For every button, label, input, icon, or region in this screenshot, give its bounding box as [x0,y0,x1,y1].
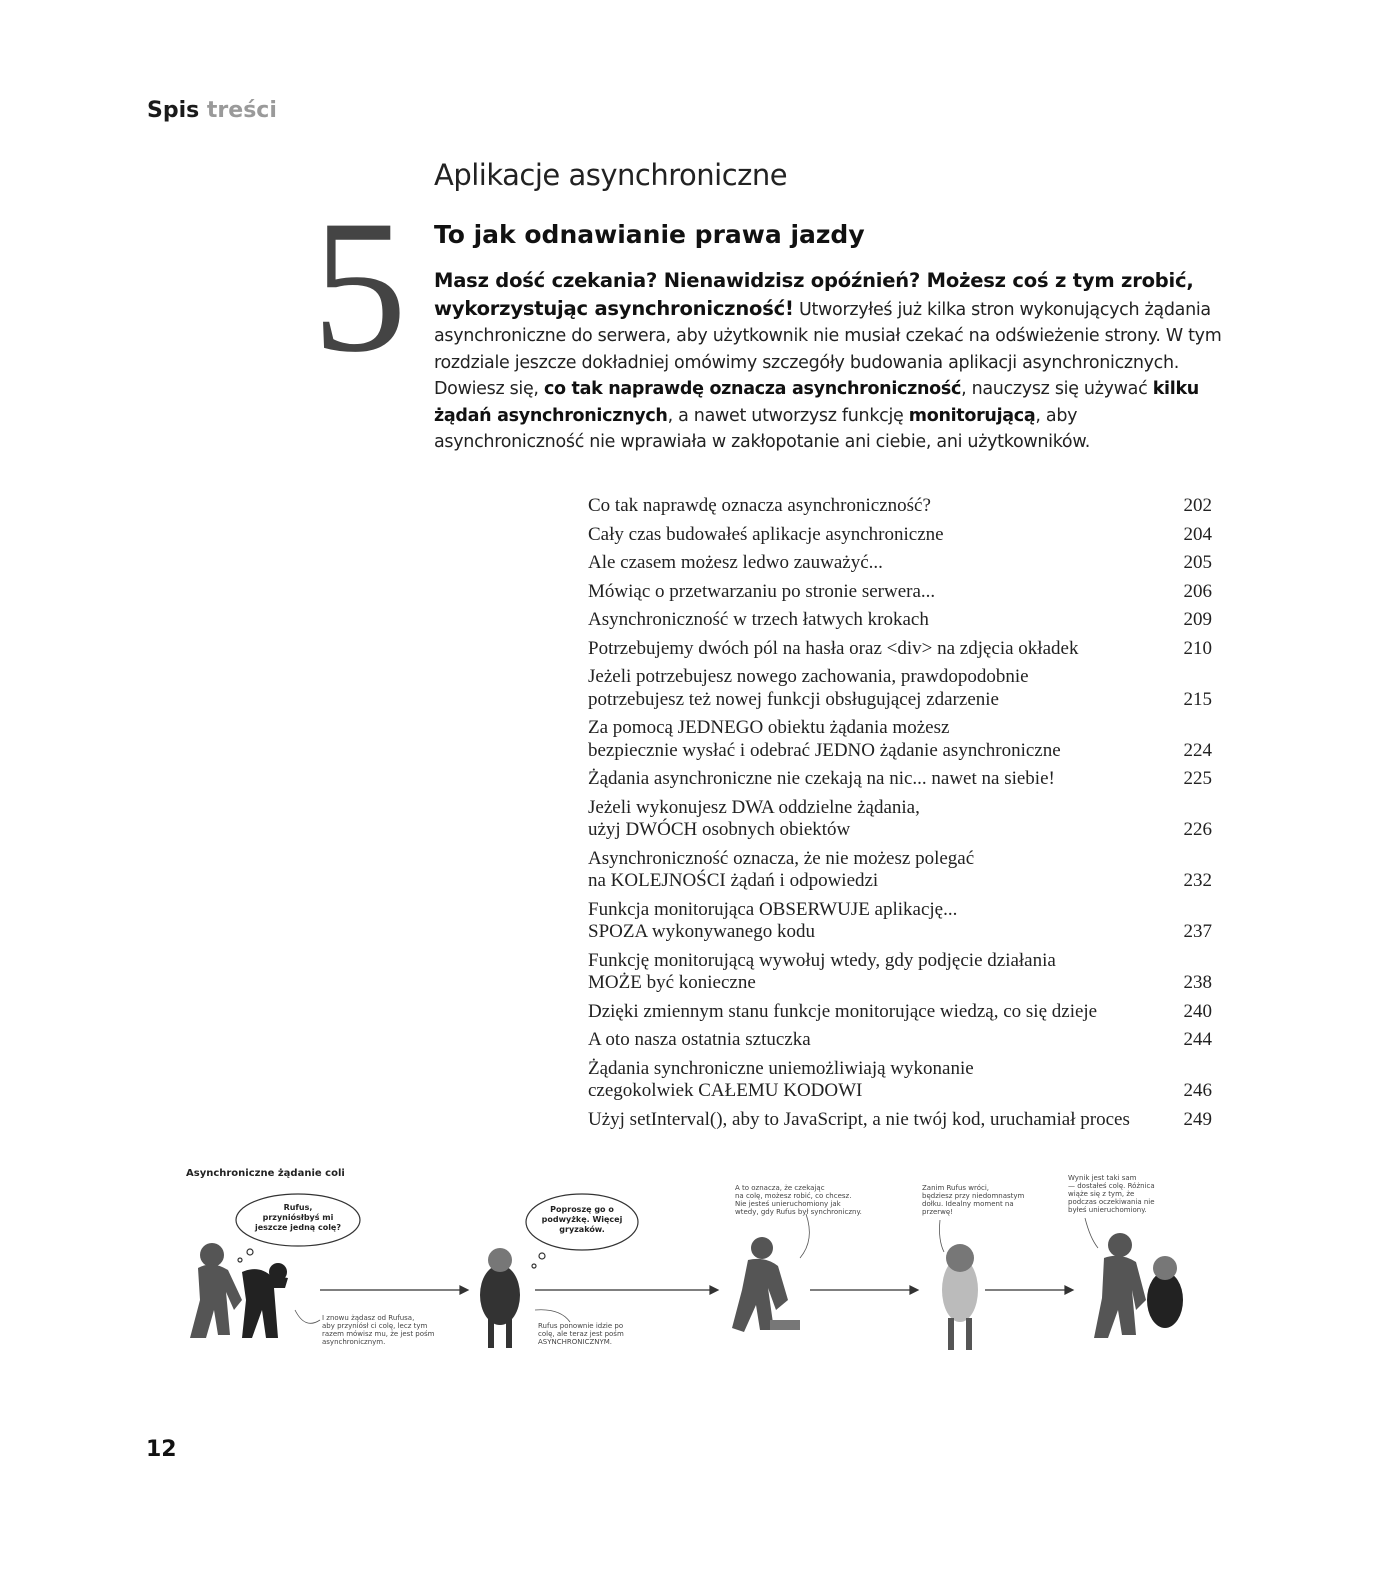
toc-entry-line: Za pomocą JEDNEGO obiektu żądania możesz [588,717,950,738]
toc-entry-title [588,581,935,604]
toc-entry-line: potrzebujesz też nowej funkcji obsługującej zdarzenie [588,688,999,710]
illustration-text-line: aby przyniósł ci colę, lecz tym [322,1322,428,1330]
illustration-text-line: Rufus, [283,1203,313,1212]
header-word-2: treści [206,98,277,123]
chapter-number: 5 [312,182,407,392]
toc-entry-line: Potrzebujemy dwóch pól na hasła oraz <div> na zdjęcia okładek [588,637,1079,659]
illustration-text-line: wiąże się z tym, że [1068,1190,1135,1198]
dog-facing-figure [942,1244,978,1350]
toc-entry-line: Użyj setInterval(), aby to JavaScript, a nie twój kod, uruchamiał proces [588,1108,1130,1130]
intro-lead: Masz dość czekania? Nienawidzisz opóźnień? Możesz coś z tym zrobić, wykorzystując asynchroniczność! [434,269,1194,320]
toc-entry-title [588,899,957,944]
toc-entry [588,638,1212,661]
person-gardening-figure [732,1237,800,1332]
chapter-title: Aplikacje asynchroniczne [434,158,788,192]
toc-entry-title [588,1029,811,1052]
toc-entry-title [588,495,931,518]
toc-entry [588,581,1212,604]
toc-entry [588,1058,1212,1103]
illustration-text-line: gryzaków. [559,1225,605,1234]
caption-note-5 [1068,1174,1155,1214]
toc-entry-line: Żądania synchroniczne uniemożliwiają wykonanie [588,1057,974,1079]
toc-entry [588,848,1212,893]
toc-entry-line: Dzięki zmiennym stanu funkcje monitorujące wiedzą, co się dzieje [588,1000,1098,1022]
toc-entry-title [588,717,1061,762]
toc-entry-page: 237 [1183,921,1212,942]
intro-text-2: , nauczysz się używać [961,379,1153,399]
illustration-text-line: przyniósłbyś mi [262,1213,334,1222]
intro-bold-2: kilku żądań asynchronicznych [434,379,1199,426]
toc-entry [588,552,1212,575]
toc-entry-page: 225 [1183,768,1212,789]
toc-entry-title [588,666,1029,711]
illustration-text-line: A to oznacza, że czekając [735,1184,825,1192]
toc-entry [588,524,1212,547]
illustration-text-line: przerwę! [922,1208,954,1216]
person-with-dog-figure [190,1243,288,1338]
illustration-text-line: podczas oczekiwania nie [1068,1198,1155,1206]
illustration-text-line: Rufus ponownie idzie po [538,1322,624,1330]
illustration-text-line: — dostałeś colę. Różnica [1068,1182,1155,1190]
illustration-text-line: ASYNCHRONICZNYM. [538,1338,613,1346]
toc-entry-line: MOŻE być konieczne [588,972,756,993]
caption-note-1 [322,1314,435,1346]
toc-entry-title [588,1058,974,1103]
toc-entry-title [588,1001,1097,1024]
toc-entry-page: 215 [1183,688,1212,710]
illustration-text-line: Zanim Rufus wróci, [922,1184,990,1192]
toc-entry-page: 209 [1183,609,1212,630]
toc-entry [588,768,1212,791]
illustration-text-line: colę, ale teraz jest pośm [538,1330,624,1338]
illustration-text-line: razem mówisz mu, że jest pośm [322,1330,435,1338]
toc-entry [588,950,1212,995]
running-header [147,98,277,123]
dog-figure [480,1248,520,1348]
toc-entry-line: Żądania asynchroniczne nie czekają na nic... nawet na siebie! [588,768,1055,789]
caption-note-2 [538,1322,624,1346]
toc-entry [588,797,1212,842]
toc-entry-line: Jeżeli potrzebujesz nowego zachowania, prawdopodobnie [588,666,1029,687]
header-word-1: Spis [147,98,200,123]
toc-entry-line: SPOZA wykonywanego kodu [588,921,815,942]
toc-entry [588,1029,1212,1052]
illustration-text-line: Poproszę go o [550,1205,614,1214]
toc-entry-page: 224 [1183,739,1212,761]
toc-entry [588,899,1212,944]
illustration-text-line: na colę, możesz robić, co chcesz. [735,1192,852,1200]
toc-entry-line: Asynchroniczność oznacza, że nie możesz polegać [588,847,975,869]
toc-entry-line: Ale czasem możesz ledwo zauważyć... [588,552,883,573]
toc-entry-page: 246 [1183,1080,1212,1101]
toc-entry-page: 249 [1183,1108,1212,1130]
toc-entry-title [588,950,1056,995]
toc-entry-title [588,609,929,632]
illustration-title: Asynchroniczne żądanie coli [186,1168,345,1179]
toc-entry-page: 204 [1183,523,1212,545]
intro-text-4: , aby asynchroniczność nie wprawiała w zakłopotanie ani ciebie, ani użytkowników. [434,405,1091,452]
page-number: 12 [146,1437,177,1462]
illustration-text-line: Nie jesteś unieruchomiony jak [735,1200,841,1208]
toc-entry [588,666,1212,711]
toc-entry-title [588,768,1055,791]
illustration-text-line: dołku. Idealny moment na [922,1200,1014,1208]
toc-entry-line: Cały czas budowałeś aplikacje asynchroniczne [588,523,944,545]
illustration-text-line: podwyżkę. Więcej [541,1215,623,1224]
toc-entry-line: Mówiąc o przetwarzaniu po stronie serwera... [588,580,936,602]
toc-entry-page: 206 [1183,580,1212,602]
toc-entry-line: Asynchroniczność w trzech łatwych krokach [588,609,929,630]
toc-entry-page: 202 [1183,495,1212,516]
intro-text-3: , a nawet utworzysz funkcję [667,405,909,426]
toc-entry-page: 240 [1183,1000,1212,1022]
intro-bold-1: co tak naprawdę oznacza asynchroniczność [543,379,962,399]
toc-entry [588,495,1212,518]
async-cola-illustration [170,1160,1210,1380]
toc-entry-line: Funkcję monitorującą wywołuj wtedy, gdy podjęcie działania [588,949,1056,971]
toc-entry-page: 232 [1183,870,1212,891]
toc-entry [588,1109,1212,1132]
toc-entry-line: bezpiecznie wysłać i odebrać JEDNO żądanie asynchroniczne [588,739,1061,761]
toc-entry-line: A oto nasza ostatnia sztuczka [588,1029,811,1050]
illustration-text-line: asynchronicznym. [322,1338,386,1346]
chapter-intro [434,268,1224,456]
toc-entry-line: Jeżeli wykonujesz DWA oddzielne żądania, [588,796,920,818]
toc-entry-line: na KOLEJNOŚCI żądań i odpowiedzi [588,870,879,891]
toc-entry-title [588,797,920,842]
table-of-contents [588,495,1212,1137]
illustration-text-line: wtedy, gdy Rufus był synchroniczny. [735,1208,862,1216]
toc-entry-line: Funkcja monitorująca OBSERWUJE aplikację... [588,898,958,920]
caption-note-4 [922,1184,1025,1216]
toc-entry [588,609,1212,632]
intro-bold-3: monitorującą [908,405,1036,426]
intro-text-1: Utworzyłeś już kilka stron wykonujących żądania asynchroniczne do serwera, aby użytkownik nie musiał czekać na odświeżenie strony. W tym rozdziale jeszcze dokładniej omówimy szczegóły budowania aplikacji asynchronicznych. Dowiesz się, [434,299,1222,399]
illustration-text-line: jeszcze jedną colę? [254,1223,342,1232]
illustration-text-line: będziesz przy niedomnastym [922,1192,1025,1200]
toc-entry-page: 210 [1183,637,1212,659]
person-with-dog-final-figure [1094,1233,1183,1338]
illustration-text-line: I znowu żądasz od Rufusa, [322,1314,415,1322]
illustration-text-line: Wynik jest taki sam [1068,1174,1137,1182]
caption-note-3 [735,1184,862,1216]
toc-entry-title [588,524,944,547]
toc-entry-title [588,848,974,893]
toc-entry-title [588,552,883,575]
toc-entry-line: Co tak naprawdę oznacza asynchroniczność? [588,495,931,516]
toc-entry [588,717,1212,762]
toc-entry-page: 244 [1183,1029,1212,1050]
toc-entry-page: 238 [1183,972,1212,993]
toc-entry-page: 226 [1183,819,1212,840]
toc-entry-line: czegokolwiek CAŁEMU KODOWI [588,1080,863,1101]
illustration-text-line: byłeś unieruchomiony. [1068,1206,1147,1214]
chapter-subtitle: To jak odnawianie prawa jazdy [434,220,865,249]
toc-entry [588,1001,1212,1024]
toc-entry-title [588,1109,1130,1132]
toc-entry-page: 205 [1183,552,1212,573]
toc-entry-title [588,638,1078,661]
toc-entry-line: użyj DWÓCH osobnych obiektów [588,819,851,840]
